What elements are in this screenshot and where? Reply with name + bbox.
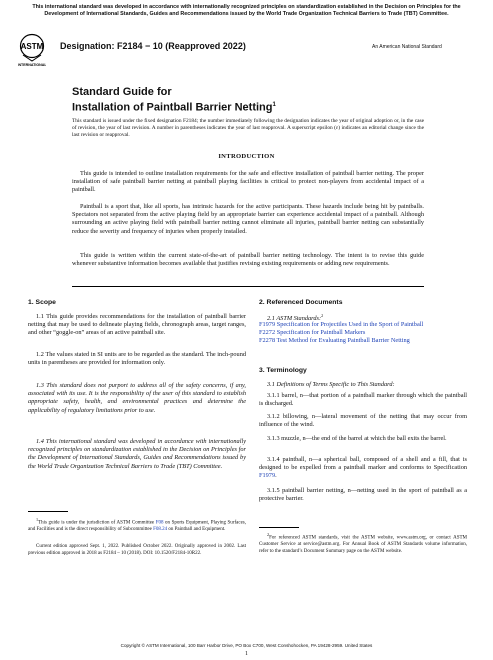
ans-label: An American National Standard: [372, 44, 442, 50]
ref-code-f2278[interactable]: F2278: [259, 337, 276, 345]
referenced-standards-list: [259, 321, 467, 346]
intro-paragraph-2: Paintball is a sport that, like all sports, has intrinsic hazards for the active participants. These hazards include being hit by paintballs. Spectators not separated from the active playing field by an appropriate barrier can experience accidental impact of a paintball. Although surrounding an active playing field with paintball barrier netting cannot eliminate all injuries, paintball barrier netting can substantially reduce the severity and frequency of injuries when properly installed.: [72, 203, 424, 235]
title-line2: Installation of Paintball Barrier Netting$^1$: [72, 101, 276, 114]
term-barrel: 3.1.1 barrel, n—that portion of a paintball marker through which the paintball is discharged.: [259, 392, 467, 408]
ref-code-f1979[interactable]: F1979: [259, 321, 276, 328]
title-line1: Standard Guide for: [72, 86, 172, 98]
ref-item-f1979: [259, 321, 467, 329]
committee-f08-link[interactable]: F08: [155, 520, 164, 526]
document-title: [72, 86, 276, 115]
issue-note: This standard is issued under the fixed designation F2184; the number immediately following the designation indicates the year of original adoption or, in the case of revision, the year of last revision. A number in parentheses indicates the year of last reapproval. A superscript epsilon (ε) indicates an editorial change since the last revision or reapproval.: [72, 118, 424, 138]
clause-1-3: 1.3 This standard does not purport to address all of the safety concerns, if any, associated with its use. It is the responsibility of the user of this standard to establish appropriate safety, health, and environmental practices and determine the applicability of regulatory limitations prior to use.: [28, 382, 246, 414]
clause-1-2: 1.2 The values stated in SI units are to be regarded as the standard. The inch-pound units in parentheses are provided for information only.: [28, 351, 246, 367]
astm-logo: [18, 33, 46, 67]
subcommittee-f08-24-link[interactable]: F08.24: [153, 527, 168, 533]
ref-code-f2272[interactable]: F2272: [259, 329, 276, 337]
footnote-rule-left: [28, 511, 68, 512]
term-muzzle: 3.1.3 muzzle, n—the end of the barrel at which the ball exits the barrel.: [267, 435, 447, 442]
term-billowing: 3.1.2 billowing, n—lateral movement of the netting that may occur from influence of the wind.: [259, 413, 467, 429]
section-2-heading: 2. Referenced Documents: [259, 299, 343, 306]
introduction-heading: INTRODUCTION: [218, 153, 275, 160]
clause-1-1: 1.1 This guide provides recommendations for the installation of paintball barrier netting that may be used to delineate playing fields, chronograph areas, target ranges, and other “goggle-on” areas of an active paintball site.: [28, 313, 246, 337]
svg-text:ASTM: ASTM: [20, 42, 44, 51]
section-3-heading: 3. Terminology: [259, 367, 307, 374]
clause-2-1: 2.1 ASTM Standards:$^2$: [267, 313, 324, 323]
footnote-1: $^1$This guide is under the jurisdiction of ASTM Committee F08 on Sports Equipment, Playing Surfaces, and Facilities and is the direct responsibility of Subcommittee F08.24 on Paintball and Equipment.: [28, 517, 246, 533]
intro-paragraph-3: This guide is written within the current state-of-the-art of paintball barrier netting technology. The intent is to revise this guide whenever substantive information becomes available that justifies revising existing requirements or adding new requirements.: [72, 252, 424, 268]
clause-3-1: 3.1 Definitions of Terms Specific to This Standard:: [267, 381, 395, 388]
footnote-1-edition: Current edition approved Sept. 1, 2022. Published October 2022. Originally approved in 2002. Last previous edition approved in 2018 as F2184 – 10 (2018). DOI: 10.1520/F2184-10R22.: [28, 544, 246, 556]
ref-item-f2272: [259, 329, 467, 337]
spec-f1979-link[interactable]: F1979: [259, 472, 276, 480]
svg-text:INTERNATIONAL: INTERNATIONAL: [18, 63, 46, 67]
ref-title-f1979[interactable]: Specification for Projectiles Used in the Sport of Paintball: [276, 321, 424, 328]
footnote-rule-right: [259, 527, 299, 528]
designation: Designation: F2184 − 10 (Reapproved 2022): [60, 41, 246, 51]
term-paintball: 3.1.4 paintball, n—a spherical ball, composed of a shell and a fill, that is designed to be expelled from a paintball marker and conforms to Specification F1979.: [259, 456, 467, 480]
intro-paragraph-1: This guide is intended to outline installation requirements for the safe and effective installation of paintball barrier netting. The proper installation of safe paintball barrier netting at paintball playing facilities is critical to protect non-players from accidental impact of a paintball.: [72, 170, 424, 194]
intro-end-rule: [72, 286, 424, 287]
section-1-heading: 1. Scope: [28, 299, 56, 306]
clause-1-4: 1.4 This international standard was developed in accordance with internationally recognized principles on standardization established in the Decision on Principles for the Development of International Standards, Guides and Recommendations issued by the World Trade Organization Technical Barriers to Trade (TBT) Committee.: [28, 438, 246, 470]
ref-title-f2272[interactable]: Specification for Paintball Markers: [276, 329, 366, 337]
ref-title-f2278[interactable]: Test Method for Evaluating Paintball Barrier Netting: [276, 337, 410, 345]
ref-item-f2278: [259, 337, 467, 345]
footnote-2: $^2$For referenced ASTM standards, visit the ASTM website, www.astm.org, or contact ASTM Customer Service at service@astm.org. For Annual Book of ASTM Standards volume information, refer to the standard’s Document Summary page on the ASTM website.: [259, 532, 467, 554]
title-footnote-mark: 1: [272, 102, 276, 108]
page-number: 1: [245, 651, 248, 657]
term-barrier-netting: 3.1.5 paintball barrier netting, n—netting used in the sport of paintball as a protective barrier.: [259, 487, 467, 503]
tbt-banner: This international standard was developed in accordance with internationally recognized principles on standardization established in the Decision on Principles for the Development of International Standards, Guides and Recommendations issued by the World Trade Organization Technical Barriers to Trade (TBT) Committee.: [32, 4, 461, 17]
copyright-footer: Copyright © ASTM International, 100 Barr Harbor Drive, PO Box C700, West Conshohocken, PA 19428-2959. United States: [120, 643, 373, 648]
